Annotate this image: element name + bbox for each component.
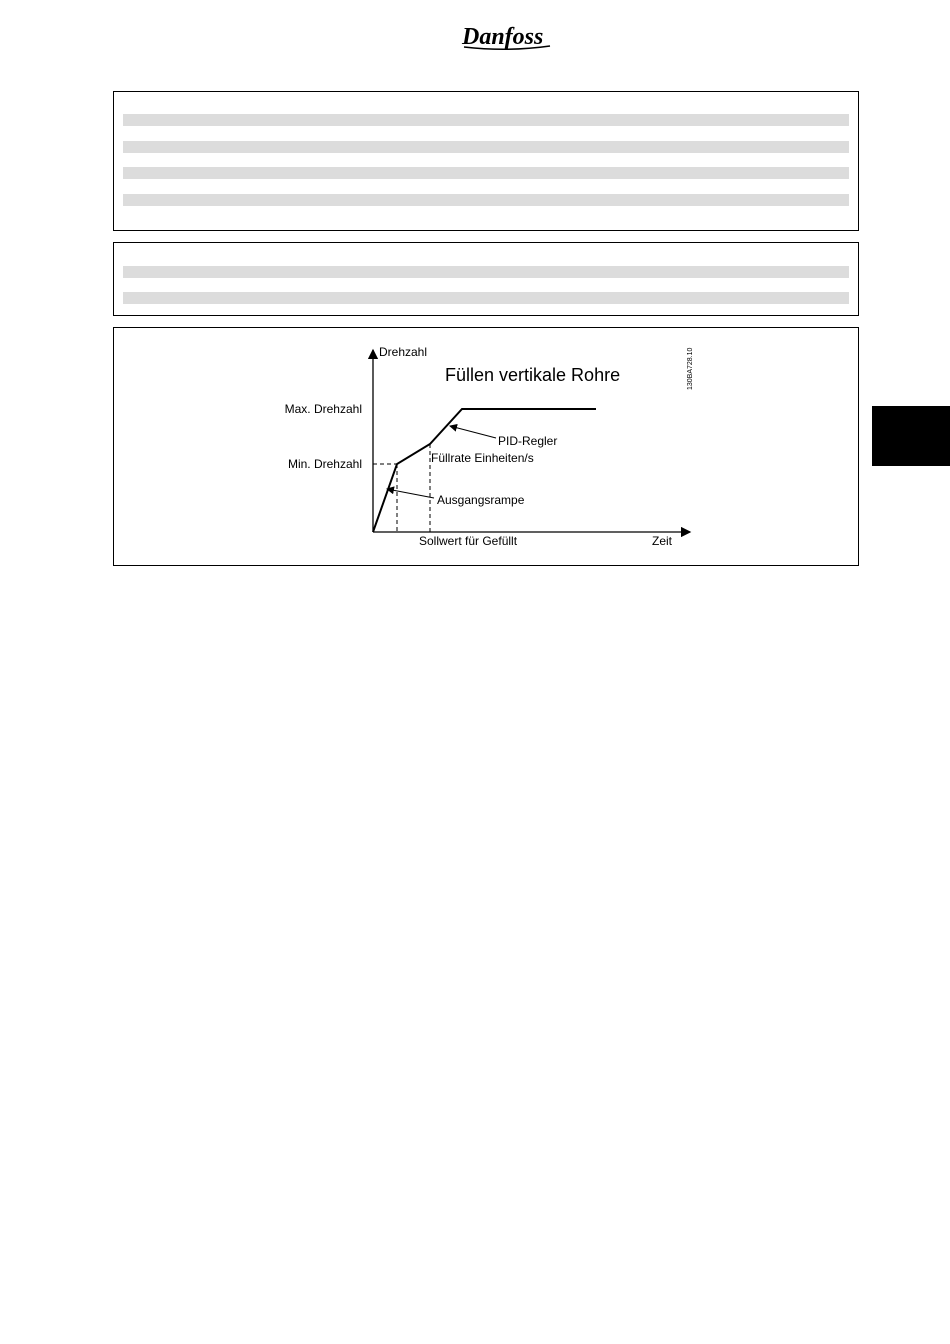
chapter-tab bbox=[872, 406, 950, 466]
x-axis-label: Zeit bbox=[652, 534, 673, 548]
initial-ramp-label: Ausgangsrampe bbox=[437, 493, 525, 507]
svg-text:Danfoss: Danfoss bbox=[462, 24, 544, 50]
min-speed-label: Min. Drehzahl bbox=[287, 457, 362, 471]
setpoint-label: Sollwert für Gefüllt bbox=[419, 534, 518, 548]
max-speed-label: Max. Drehzahl bbox=[284, 402, 362, 416]
speed-curve bbox=[373, 409, 596, 532]
figure-id: 130BA728.10 bbox=[687, 347, 694, 390]
fill-rate-label: Füllrate Einheiten/s bbox=[431, 451, 534, 465]
y-axis-label: Drehzahl bbox=[379, 345, 428, 359]
ramp-pointer bbox=[387, 489, 434, 498]
diagram-title: Füllen vertikale Rohre bbox=[445, 365, 621, 385]
fill-vertical-pipes-diagram bbox=[0, 0, 950, 600]
pid-label: PID-Regler bbox=[498, 434, 558, 448]
pid-pointer bbox=[450, 426, 496, 438]
